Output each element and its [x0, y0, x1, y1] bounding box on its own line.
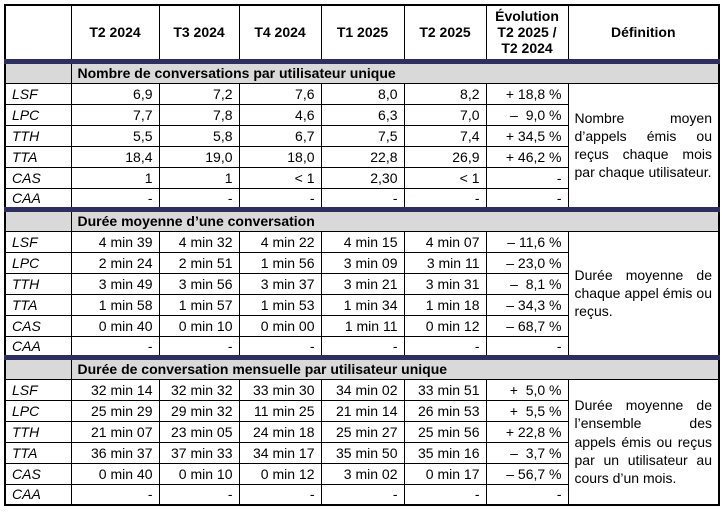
row-label: LPC: [5, 252, 71, 273]
definition-cell: Durée moyenne de chaque appel émis ou reçus.: [568, 231, 719, 357]
value-cell: < 1: [239, 167, 321, 188]
section-corner-cell: [5, 357, 71, 379]
evolution-cell: + 34,5 %: [486, 125, 568, 146]
value-cell: 8,0: [321, 83, 404, 104]
value-cell: -: [159, 336, 239, 357]
value-cell: 32 min 32: [159, 379, 239, 400]
value-cell: 1: [159, 167, 239, 188]
row-label: LPC: [5, 104, 71, 125]
value-cell: 1 min 56: [239, 252, 321, 273]
value-cell: 1 min 53: [239, 294, 321, 315]
value-cell: 4 min 15: [321, 231, 404, 252]
value-cell: 4,6: [239, 104, 321, 125]
row-label: TTH: [5, 421, 71, 442]
row-label: TTH: [5, 273, 71, 294]
evolution-cell: – 9,0 %: [486, 104, 568, 125]
row-label: CAA: [5, 336, 71, 357]
evolution-cell: – 68,7 %: [486, 315, 568, 336]
value-cell: 24 min 18: [239, 421, 321, 442]
value-cell: 2 min 24: [71, 252, 159, 273]
value-cell: 7,4: [404, 125, 486, 146]
row-label: TTA: [5, 294, 71, 315]
section-header-row: [5, 209, 719, 231]
value-cell: 19,0: [159, 146, 239, 167]
value-cell: 3 min 56: [159, 273, 239, 294]
value-cell: 18,0: [239, 146, 321, 167]
header-t3-2024: T3 2024: [159, 5, 239, 61]
evolution-cell: + 18,8 %: [486, 83, 568, 104]
header-corner-cell: [5, 5, 71, 61]
evolution-cell: -: [486, 484, 568, 505]
definition-cell: Nombre moyen d’appels émis ou reçus chaque mois par chaque utilisateur.: [568, 83, 719, 209]
value-cell: 32 min 14: [71, 379, 159, 400]
value-cell: 25 min 29: [71, 400, 159, 421]
header-definition: Définition: [568, 5, 719, 61]
row-label: CAA: [5, 188, 71, 209]
row-label: CAS: [5, 167, 71, 188]
row-label: LSF: [5, 83, 71, 104]
value-cell: 18,4: [71, 146, 159, 167]
value-cell: 37 min 33: [159, 442, 239, 463]
section-header-row: [5, 357, 719, 379]
value-cell: 1 min 18: [404, 294, 486, 315]
value-cell: 3 min 21: [321, 273, 404, 294]
evolution-cell: – 11,6 %: [486, 231, 568, 252]
value-cell: 0 min 10: [159, 463, 239, 484]
value-cell: 6,7: [239, 125, 321, 146]
value-cell: 8,2: [404, 83, 486, 104]
header-row: [5, 5, 719, 61]
value-cell: 1 min 57: [159, 294, 239, 315]
header-t4-2024: T4 2024: [239, 5, 321, 61]
value-cell: 3 min 11: [404, 252, 486, 273]
evolution-cell: -: [486, 167, 568, 188]
value-cell: 1: [71, 167, 159, 188]
value-cell: 3 min 09: [321, 252, 404, 273]
value-cell: 7,0: [404, 104, 486, 125]
value-cell: 33 min 51: [404, 379, 486, 400]
value-cell: 7,8: [159, 104, 239, 125]
value-cell: 3 min 02: [321, 463, 404, 484]
table-row: [5, 83, 719, 104]
row-label: LSF: [5, 231, 71, 252]
section-title: Nombre de conversations par utilisateur unique: [71, 61, 719, 83]
value-cell: 34 min 17: [239, 442, 321, 463]
value-cell: -: [71, 188, 159, 209]
table-row: [5, 231, 719, 252]
value-cell: 4 min 07: [404, 231, 486, 252]
value-cell: 0 min 17: [404, 463, 486, 484]
value-cell: -: [404, 336, 486, 357]
value-cell: 26,9: [404, 146, 486, 167]
value-cell: 11 min 25: [239, 400, 321, 421]
value-cell: < 1: [404, 167, 486, 188]
value-cell: -: [321, 484, 404, 505]
row-label: LSF: [5, 379, 71, 400]
evolution-cell: + 5,0 %: [486, 379, 568, 400]
row-label: CAS: [5, 315, 71, 336]
value-cell: 1 min 34: [321, 294, 404, 315]
usage-statistics-table: [4, 4, 720, 506]
value-cell: 3 min 49: [71, 273, 159, 294]
value-cell: 1 min 11: [321, 315, 404, 336]
value-cell: 3 min 37: [239, 273, 321, 294]
value-cell: -: [404, 188, 486, 209]
value-cell: 5,5: [71, 125, 159, 146]
value-cell: 26 min 53: [404, 400, 486, 421]
value-cell: 35 min 50: [321, 442, 404, 463]
value-cell: -: [159, 188, 239, 209]
header-t2-2024: T2 2024: [71, 5, 159, 61]
value-cell: 5,8: [159, 125, 239, 146]
value-cell: 1 min 58: [71, 294, 159, 315]
value-cell: -: [321, 188, 404, 209]
evolution-cell: + 22,8 %: [486, 421, 568, 442]
value-cell: 35 min 16: [404, 442, 486, 463]
evolution-cell: + 46,2 %: [486, 146, 568, 167]
evolution-cell: – 34,3 %: [486, 294, 568, 315]
value-cell: 6,9: [71, 83, 159, 104]
row-label: TTH: [5, 125, 71, 146]
value-cell: 25 min 56: [404, 421, 486, 442]
value-cell: 33 min 30: [239, 379, 321, 400]
value-cell: 6,3: [321, 104, 404, 125]
row-label: LPC: [5, 400, 71, 421]
section-title: Durée de conversation mensuelle par utilisateur unique: [71, 357, 719, 379]
value-cell: -: [71, 336, 159, 357]
value-cell: 0 min 10: [159, 315, 239, 336]
value-cell: 7,2: [159, 83, 239, 104]
header-t1-2025: T1 2025: [321, 5, 404, 61]
section-header-row: [5, 61, 719, 83]
evolution-cell: -: [486, 188, 568, 209]
evolution-cell: – 8,1 %: [486, 273, 568, 294]
section-corner-cell: [5, 209, 71, 231]
table-header: [5, 5, 719, 61]
value-cell: -: [71, 484, 159, 505]
row-label: TTA: [5, 146, 71, 167]
row-label: TTA: [5, 442, 71, 463]
value-cell: 2,30: [321, 167, 404, 188]
evolution-cell: – 3,7 %: [486, 442, 568, 463]
value-cell: 21 min 07: [71, 421, 159, 442]
header-t2-2025: T2 2025: [404, 5, 486, 61]
value-cell: 0 min 12: [239, 463, 321, 484]
value-cell: 21 min 14: [321, 400, 404, 421]
value-cell: 4 min 32: [159, 231, 239, 252]
value-cell: -: [321, 336, 404, 357]
table-body: [5, 61, 719, 505]
value-cell: 0 min 12: [404, 315, 486, 336]
value-cell: 36 min 37: [71, 442, 159, 463]
definition-cell: Durée moyenne de l’ensemble des appels émis ou reçus par un utilisateur au cours d’un mois.: [568, 379, 719, 505]
value-cell: -: [404, 484, 486, 505]
value-cell: 23 min 05: [159, 421, 239, 442]
evolution-cell: + 5,5 %: [486, 400, 568, 421]
section-corner-cell: [5, 61, 71, 83]
table-row: [5, 379, 719, 400]
evolution-cell: – 56,7 %: [486, 463, 568, 484]
value-cell: 29 min 32: [159, 400, 239, 421]
row-label: CAS: [5, 463, 71, 484]
evolution-cell: – 23,0 %: [486, 252, 568, 273]
value-cell: 4 min 22: [239, 231, 321, 252]
section-title: Durée moyenne d’une conversation: [71, 209, 719, 231]
evolution-cell: -: [486, 336, 568, 357]
value-cell: 3 min 31: [404, 273, 486, 294]
value-cell: 25 min 27: [321, 421, 404, 442]
value-cell: 7,5: [321, 125, 404, 146]
value-cell: 7,6: [239, 83, 321, 104]
value-cell: 7,7: [71, 104, 159, 125]
value-cell: 0 min 40: [71, 315, 159, 336]
value-cell: 34 min 02: [321, 379, 404, 400]
value-cell: 4 min 39: [71, 231, 159, 252]
value-cell: 2 min 51: [159, 252, 239, 273]
value-cell: 0 min 00: [239, 315, 321, 336]
value-cell: -: [239, 336, 321, 357]
value-cell: -: [239, 484, 321, 505]
value-cell: -: [159, 484, 239, 505]
header-evolution: Évolution T2 2025 / T2 2024: [486, 5, 568, 61]
value-cell: 0 min 40: [71, 463, 159, 484]
row-label: CAA: [5, 484, 71, 505]
value-cell: -: [239, 188, 321, 209]
value-cell: 22,8: [321, 146, 404, 167]
